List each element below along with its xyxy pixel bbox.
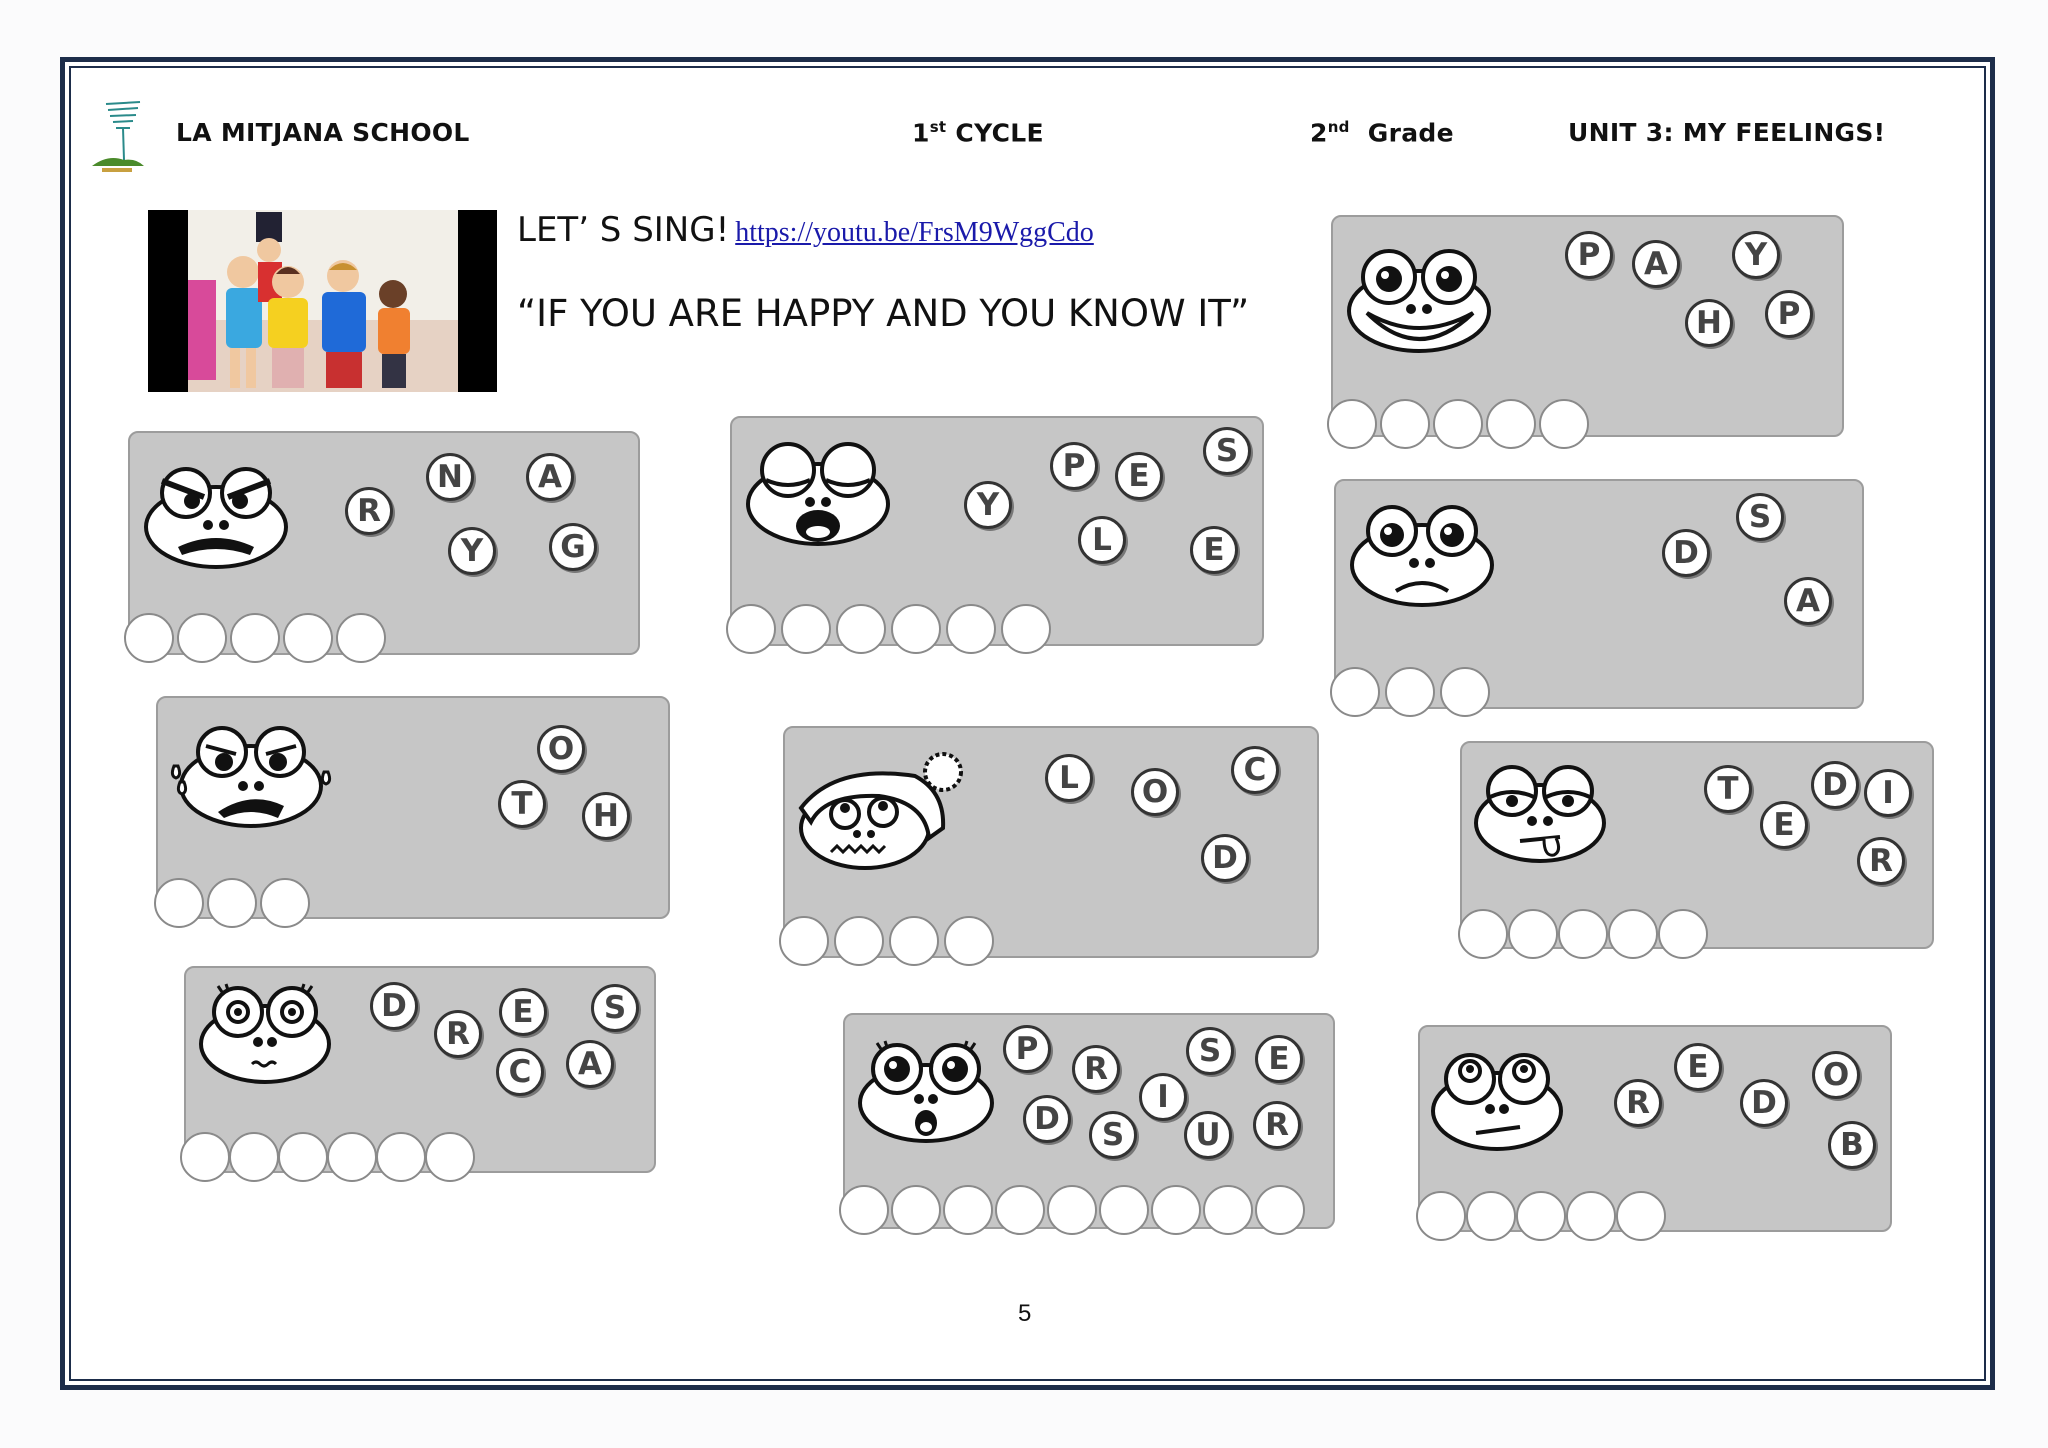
answer-slot[interactable] — [124, 613, 174, 663]
letter-tile[interactable]: N — [426, 453, 474, 501]
answer-slot[interactable] — [946, 604, 996, 654]
letter-tile[interactable]: O — [1812, 1051, 1860, 1099]
letter-tile[interactable]: E — [499, 988, 547, 1036]
puzzle-card-angry — [128, 431, 640, 655]
letter-tile[interactable]: O — [537, 725, 585, 773]
letter-tile[interactable]: A — [566, 1040, 614, 1088]
answer-slot[interactable] — [1099, 1185, 1149, 1235]
puzzle-card-sleepy — [730, 416, 1264, 646]
answer-slot[interactable] — [1658, 909, 1708, 959]
answer-slot[interactable] — [781, 604, 831, 654]
letter-tile[interactable]: R — [1072, 1045, 1120, 1093]
letter-tile[interactable]: A — [526, 453, 574, 501]
letter-tile[interactable]: P — [1050, 442, 1098, 490]
bored-frog-icon — [1428, 1049, 1566, 1153]
page-number: 5 — [1018, 1300, 1032, 1327]
letter-tile[interactable]: B — [1828, 1121, 1876, 1169]
sing-heading — [517, 210, 1094, 250]
answer-slot[interactable] — [180, 1132, 230, 1182]
puzzle-card-bored — [1418, 1025, 1892, 1232]
answer-slot[interactable] — [229, 1132, 279, 1182]
letter-tile[interactable]: E — [1255, 1035, 1303, 1083]
answer-slot[interactable] — [177, 613, 227, 663]
answer-slot[interactable] — [726, 604, 776, 654]
video-thumbnail[interactable] — [148, 210, 497, 392]
answer-slot[interactable] — [327, 1132, 377, 1182]
letter-tile[interactable]: E — [1190, 526, 1238, 574]
answer-slot[interactable] — [1380, 399, 1430, 449]
angry-frog-icon — [142, 463, 290, 571]
answer-slot[interactable] — [1440, 667, 1490, 717]
sad-frog-icon — [1348, 501, 1496, 609]
letter-tile[interactable]: D — [1662, 529, 1710, 577]
letter-tile[interactable]: Y — [1732, 231, 1780, 279]
answer-slot[interactable] — [779, 916, 829, 966]
answer-slot[interactable] — [1466, 1191, 1516, 1241]
surprised-frog-icon — [855, 1037, 997, 1145]
answer-slot[interactable] — [889, 916, 939, 966]
answer-slot[interactable] — [1151, 1185, 1201, 1235]
cycle-label: 1st CYCLE — [912, 118, 1044, 148]
letter-tile[interactable]: P — [1565, 231, 1613, 279]
letter-tile[interactable]: D — [1740, 1079, 1788, 1127]
answer-slot[interactable] — [1486, 399, 1536, 449]
answer-slot[interactable] — [230, 613, 280, 663]
letter-tile[interactable]: L — [1045, 754, 1093, 802]
letter-tile[interactable]: E — [1760, 801, 1808, 849]
cold-frog-icon — [795, 742, 967, 874]
answer-slot[interactable] — [1458, 909, 1508, 959]
letter-tile[interactable]: H — [582, 792, 630, 840]
answer-slot[interactable] — [376, 1132, 426, 1182]
answer-slot[interactable] — [891, 604, 941, 654]
letter-tile[interactable]: D — [1811, 761, 1859, 809]
answer-slot[interactable] — [943, 1185, 993, 1235]
letter-tile[interactable]: D — [1023, 1095, 1071, 1143]
answer-slot[interactable] — [1558, 909, 1608, 959]
letter-tile[interactable]: C — [1231, 746, 1279, 794]
letter-tile[interactable]: P — [1003, 1025, 1051, 1073]
letter-tile[interactable]: R — [1614, 1079, 1662, 1127]
answer-slot[interactable] — [1330, 667, 1380, 717]
answer-slot[interactable] — [1203, 1185, 1253, 1235]
answer-slot[interactable] — [839, 1185, 889, 1235]
puzzle-card-surprised — [843, 1013, 1335, 1229]
happy-frog-icon — [1345, 247, 1493, 355]
puzzle-card-cold — [783, 726, 1319, 958]
scared-frog-icon — [196, 982, 334, 1086]
answer-slot[interactable] — [1416, 1191, 1466, 1241]
answer-slot[interactable] — [1516, 1191, 1566, 1241]
letter-tile[interactable]: E — [1115, 452, 1163, 500]
answer-slot[interactable] — [944, 916, 994, 966]
letter-tile[interactable]: R — [434, 1010, 482, 1058]
letter-tile[interactable]: T — [1704, 765, 1752, 813]
answer-slot[interactable] — [1566, 1191, 1616, 1241]
answer-slot[interactable] — [1255, 1185, 1305, 1235]
answer-slot[interactable] — [1001, 604, 1051, 654]
answer-slot[interactable] — [154, 878, 204, 928]
letter-tile[interactable]: S — [1186, 1027, 1234, 1075]
puzzle-card-sad — [1334, 479, 1864, 709]
puzzle-card-tired — [1460, 741, 1934, 949]
answer-slot[interactable] — [1608, 909, 1658, 959]
letter-tile[interactable]: S — [1736, 493, 1784, 541]
answer-slot[interactable] — [1385, 667, 1435, 717]
letter-tile[interactable]: O — [1131, 768, 1179, 816]
answer-slot[interactable] — [891, 1185, 941, 1235]
answer-slot[interactable] — [1508, 909, 1558, 959]
puzzle-card-scared — [184, 966, 656, 1173]
letter-tile[interactable]: T — [498, 780, 546, 828]
letter-tile[interactable]: D — [370, 982, 418, 1030]
answer-slot[interactable] — [995, 1185, 1045, 1235]
letter-tile[interactable]: G — [549, 523, 597, 571]
letter-tile[interactable]: R — [1857, 837, 1905, 885]
letter-tile[interactable]: E — [1674, 1043, 1722, 1091]
answer-slot[interactable] — [260, 878, 310, 928]
answer-slot[interactable] — [1433, 399, 1483, 449]
answer-slot[interactable] — [278, 1132, 328, 1182]
letter-tile[interactable]: H — [1685, 299, 1733, 347]
letter-tile[interactable]: R — [345, 487, 393, 535]
letter-tile[interactable]: P — [1765, 290, 1813, 338]
answer-slot[interactable] — [425, 1132, 475, 1182]
answer-slot[interactable] — [1047, 1185, 1097, 1235]
letter-tile[interactable]: U — [1184, 1111, 1232, 1159]
letter-tile[interactable]: C — [496, 1048, 544, 1096]
letter-tile[interactable]: S — [1089, 1111, 1137, 1159]
letter-tile[interactable]: Y — [964, 481, 1012, 529]
letter-tile[interactable]: I — [1139, 1073, 1187, 1121]
answer-slot[interactable] — [336, 613, 386, 663]
letter-tile[interactable]: Y — [448, 527, 496, 575]
sleepy-frog-icon — [744, 440, 892, 548]
grade-label: 2nd Grade — [1310, 118, 1454, 148]
answer-slot[interactable] — [836, 604, 886, 654]
answer-slot[interactable] — [1616, 1191, 1666, 1241]
answer-slot[interactable] — [207, 878, 257, 928]
unit-title: UNIT 3: MY FEELINGS! — [1568, 118, 1886, 147]
letter-tile[interactable]: A — [1632, 240, 1680, 288]
puzzle-card-hot — [156, 696, 670, 919]
letter-tile[interactable]: S — [1203, 427, 1251, 475]
school-logo-icon — [88, 98, 148, 178]
answer-slot[interactable] — [1539, 399, 1589, 449]
answer-slot[interactable] — [1327, 399, 1377, 449]
letter-tile[interactable]: I — [1864, 769, 1912, 817]
hot-frog-icon — [166, 720, 336, 832]
letter-tile[interactable]: L — [1078, 516, 1126, 564]
letter-tile[interactable]: A — [1784, 577, 1832, 625]
puzzle-card-happy — [1331, 215, 1844, 437]
school-name: LA MITJANA SCHOOL — [176, 118, 470, 147]
letter-tile[interactable]: R — [1253, 1101, 1301, 1149]
tired-frog-icon — [1470, 761, 1610, 865]
answer-slot[interactable] — [283, 613, 333, 663]
youtube-link[interactable]: https://youtu.be/FrsM9WggCdo — [735, 217, 1094, 248]
sing-lead: LET’ S SING! — [517, 210, 730, 250]
letter-tile[interactable]: S — [591, 984, 639, 1032]
answer-slot[interactable] — [834, 916, 884, 966]
letter-tile[interactable]: D — [1201, 834, 1249, 882]
song-title: “IF YOU ARE HAPPY AND YOU KNOW IT” — [517, 292, 1250, 335]
